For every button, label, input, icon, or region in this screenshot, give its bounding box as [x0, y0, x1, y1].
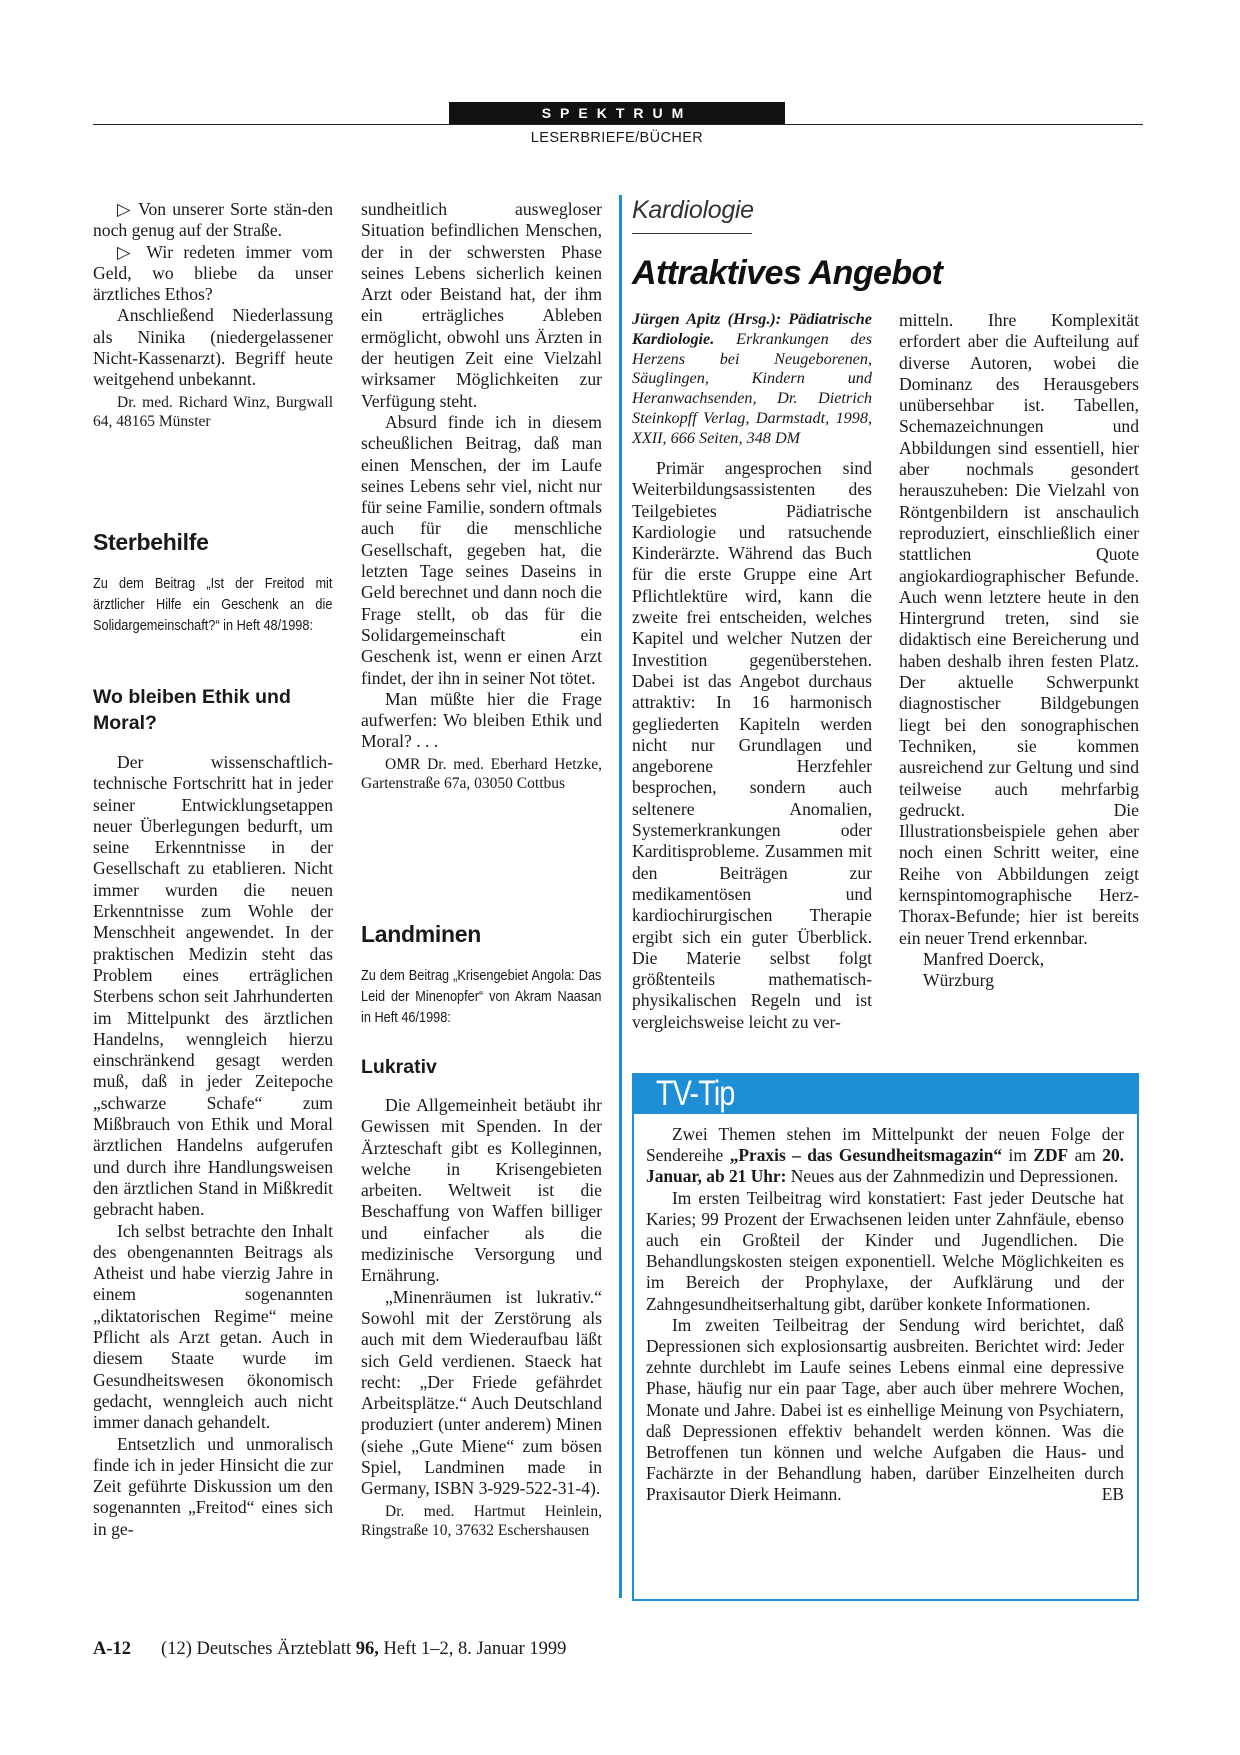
- column-2-top: [361, 199, 602, 793]
- letter-paragraph: Der wissenschaftlich-technische Fortschritt hat in jeder seiner Entwicklungsetappen neuer Überlegungen bedurft, um seine Erkenntnisse in der Gesellschaft zu etablieren. Nicht immer wurden die neuen Erkenntnisse zum Wohle der Menschheit angewendet. In der praktischen Medizin steht das Problem eines erträglichen Sterbens schon seit Jahrhunderten im Mittelpunkt des ärztlichen Handelns, wenngleich hierzu einschränkend gesagt werden muß, daß in jeder Zeitepoche „schwarze Schafe“ zum Mißbrauch von Ethik und Moral ärztlichen Handelns aufgerufen und durch ihre Handlungsweisen den ärztlichen Stand in Mißkredit gebracht haben.: [93, 752, 333, 1220]
- tv-text: Zwei Themen stehen im Mittelpunkt der neuen Folge der Sendereihe: [646, 1124, 1124, 1166]
- category-rule: [632, 233, 752, 234]
- citation-volume: 96,: [355, 1639, 379, 1659]
- page-number: A-12: [93, 1639, 132, 1659]
- tv-channel: ZDF: [1033, 1145, 1069, 1166]
- letter-signature: OMR Dr. med. Eberhard Hetzke, Gartenstraße 67a, 03050 Cottbus: [361, 755, 602, 792]
- section-label: SPEKTRUM: [449, 102, 785, 125]
- tv-tip-paragraph: [646, 1124, 1124, 1188]
- letter-paragraph: Die Allgemeinheit betäubt ihr Gewissen mit Spenden. In der Ärzteschaft gibt es Kolleginnen, welche in Krisengebieten arbeiten. Weltweit ist die Beschaffung von Waffen billiger und einfacher als die medizinische Versorgung und Ernährung.: [361, 1095, 602, 1286]
- review-category: Kardiologie: [632, 196, 754, 224]
- tv-tip-body: [646, 1124, 1124, 1506]
- review-column-3: [632, 458, 872, 1033]
- letter-paragraph: Ich selbst betrachte den Inhalt des obengenannten Beitrags als Atheist und habe vierzig Jahre in einem sogenannten „diktatorischen Regime“ meine Pflicht als Arzt getan. Auch in diesem Staate wurde im Gesundheitswesen ökonomisch gedacht, wenngleich auch nicht immer danach gehandelt.: [93, 1220, 333, 1433]
- letter-paragraph: „Minenräumen ist lukrativ.“ Sowohl mit der Zerstörung als auch mit dem Wiederaufbau läßt sich Geld verdienen. Staeck hat recht: „Der Friede gefährdet Arbeitsplätze.“ Auch Deutschland produziert (unter anderem) Minen (siehe „Gute Miene“ zum bösen Spiel, Landminen made in Germany, ISBN 3-929-522-31-4).: [361, 1286, 602, 1499]
- section-heading-sterbehilfe: Sterbehilfe: [93, 529, 209, 555]
- reviewer-city: Würzburg: [923, 970, 995, 991]
- book-author-title: Jürgen Apitz (Hrsg.): Pädiatrische Kardiologie.: [632, 310, 872, 348]
- tv-text: Im zweiten Teilbeitrag der Sendung wird berichtet, daß Depressionen sich explosionsartig ausbreiten. Berichtet wird: Jeder zehnte durchlebt im Laufe seines Lebens einmal eine depressive Phase, häufig nur ein paar Tage, aber auch über mehrere Wochen, Monate und Jahre. Dabei ist es einhellige Meinung von Psychiatern, daß Depressionen effektiv behandelt werden können. Was die Betroffenen tun können und welche Aufgaben die Haus- und Fachärzte in der Behandlung haben, darüber Einzelheiten durch Praxisautor Dierk Heimann.: [646, 1314, 1124, 1505]
- review-paragraph: Primär angesprochen sind Weiterbildungsassistenten des Teilgebietes Pädiatrische Kardiologie und ratsuchende Kinderärzte. Während das Buch für die erste Gruppe eine Art Pflichtlektüre wird, kann die zweite frei entscheiden, welches Kapitel und welcher Nutzen der Investition gegenüberstehen. Dabei ist das Angebot durchaus attraktiv: In 16 harmonisch gegliederten Kapiteln werden nicht nur Grundlagen und angeborene Herzfehler besprochen, sondern auch seltenere Anomalien, Systemerkrankungen oder Karditisprobleme. Zusammen mit den Beiträgen zur medikamentösen und kardiochirurgischen Therapie ergibt sich ein guter Überblick. Die Materie selbst folgt größtenteils mathematisch-physikalischen Regeln und ist vergleichsweise leicht zu ver-: [632, 458, 872, 1032]
- letter-paragraph: sundheitlich auswegloser Situation befindlichen Menschen, der in der schwersten Phase seines Lebens sicherlich keinen Arzt oder Beistand hat, der ihm ein erträgliches Ableben ermöglicht, obwohl uns Ärzten in der heutigen Zeit eine Vielzahl wirksamer Möglichkeiten zur Verfügung steht.: [361, 199, 602, 411]
- intro-sterbehilfe-wrap: [93, 574, 333, 637]
- letter-paragraph: Anschließend Niederlassung als Ninika (niedergelassener Nicht-Kassenarzt). Begriff heute weitgehend unbekannt.: [93, 305, 333, 390]
- column-1-body: [93, 752, 333, 1540]
- tv-tip-paragraph: Im ersten Teilbeitrag wird konstatiert: Fast jeder Deutsche hat Karies; 99 Prozent der Erwachsenen leiden unter Zahnfäule, ebenso auch ein Großteil der Kinder und Jugendlichen. Die Behandlungskosten steigen exponentiell. Welche Möglichkeiten es im Bereich der Prophylaxe, der Aufklärung und der Zahngesundheitserhaltung gibt, darüber konkete Informationen.: [646, 1187, 1124, 1314]
- letter-paragraph: ▷ Wir redeten immer vom Geld, wo bliebe da unser ärztliches Ethos?: [93, 241, 333, 305]
- letter-signature: Dr. med. Richard Winz, Burgwall 64, 48165 Münster: [93, 393, 333, 430]
- letter-paragraph: Man müßte hier die Frage aufwerfen: Wo bleiben Ethik und Moral? . . .: [361, 688, 602, 752]
- citation: (12) Deutsches Ärzteblatt: [161, 1639, 356, 1659]
- subheading-ethik: Wo bleiben Ethik und Moral?: [93, 686, 291, 734]
- letter-signature: Dr. med. Hartmut Heinlein, Ringstraße 10, 37632 Eschershausen: [361, 1502, 602, 1539]
- letter-paragraph: Entsetzlich und unmoralisch finde ich in jeder Hinsicht die zur Zeit geführte Diskussion um den sogenannten „Freitod“ eines sich in ge-: [93, 1433, 333, 1539]
- intro-sterbehilfe: Zu dem Beitrag „Ist der Freitod mit ärztlicher Hilfe ein Geschenk an die Solidargemeinschaft?“ in Heft 48/1998:: [93, 576, 333, 634]
- book-details: Erkrankungen des Herzens bei Neugeborenen, Säuglingen, Kindern und Heranwachsenden, Dr. Dietrich Steinkopff Verlag, Darmstadt, 1998, XXII, 666 Seiten, 348 DM: [632, 329, 873, 447]
- letter-paragraph: ▷ Von unserer Sorte stän-den noch genug auf der Straße.: [93, 199, 333, 241]
- tv-text: Neues aus der Zahnmedizin und Depressionen.: [786, 1166, 1119, 1187]
- review-paragraph: mitteln. Ihre Komplexität erfordert aber die Aufteilung auf diverse Autoren, wobei die Dominanz des Herausgebers unübersehbar ist. Tabellen, Schemazeichnungen und Abbildungen sind essentiell, hier aber nochmals gesondert herauszuheben: Die Vielzahl von Röntgenbildern ist anschaulich reproduziert, einschließlich einer stattlichen Quote angiokardiographischer Befunde. Auch wenn letztere heute in den Hintergrund treten, sind sie didaktisch eine Bereicherung und haben deshalb ihren festen Platz. Der aktuelle Schwerpunkt diagnostischer Bildgebungen liegt bei den sonographischen Techniken, sie kommen ausreichend zur Geltung und sind teilweise auch mehrfarbig gedruckt. Die Illustrationsbeispiele gehen aber noch einen Schritt weiter, eine Reihe von Abbildungen zeigt kernspintomographische Herz-Thorax-Befunde; hier ist bereits ein neuer Trend erkennbar.: [899, 310, 1139, 948]
- tv-show-name: „Praxis – das Gesundheitsmagazin“: [729, 1145, 1003, 1166]
- citation-issue: Heft 1–2, 8. Januar 1999: [378, 1639, 567, 1659]
- page-footer: [93, 1639, 566, 1660]
- header-rule: [93, 124, 1143, 125]
- letter-paragraph: Absurd finde ich in diesem scheußlichen Beitrag, daß man einen Menschen, der im Laufe seines Lebens sehr viel, nicht nur für seine Familie, sondern oftmals auch für die menschliche Gesellschaft, gegeben hat, die letzten Tage seines Daseins in Geld berechnet und dann noch die Frage stellt, ob das für die Solidargemeinschaft ein Geschenk ist, wenn er einen Arzt findet, der ihn in seiner Not tötet.: [361, 411, 602, 688]
- tv-text: am: [1068, 1145, 1103, 1166]
- intro-landminen-wrap: [361, 966, 602, 1029]
- review-column-4: [899, 310, 1139, 992]
- column-2-body: [361, 1095, 602, 1540]
- tv-text: im: [1002, 1145, 1034, 1166]
- tv-tip-paragraph: [646, 1315, 1124, 1506]
- tv-tip-title: TV-Tip: [656, 1074, 735, 1113]
- review-title: Attraktives Angebot: [632, 254, 943, 292]
- subheading-lukrativ: Lukrativ: [361, 1056, 437, 1078]
- subsection-label: LESERBRIEFE/BÜCHER: [530, 130, 704, 146]
- tv-date: 20. Januar, ab 21 Uhr:: [646, 1145, 1124, 1187]
- column-1-top: [93, 199, 333, 431]
- intro-landminen: Zu dem Beitrag „Krisengebiet Angola: Das Leid der Minenopfer“ von Akram Naasan in Heft 46/1998:: [361, 968, 602, 1026]
- book-reference: [632, 310, 872, 449]
- column-divider: [619, 195, 622, 1598]
- section-heading-landminen: Landminen: [361, 921, 481, 947]
- tv-tip-initials: EB: [1101, 1484, 1124, 1505]
- reviewer-name: Manfred Doerck,: [923, 948, 1045, 969]
